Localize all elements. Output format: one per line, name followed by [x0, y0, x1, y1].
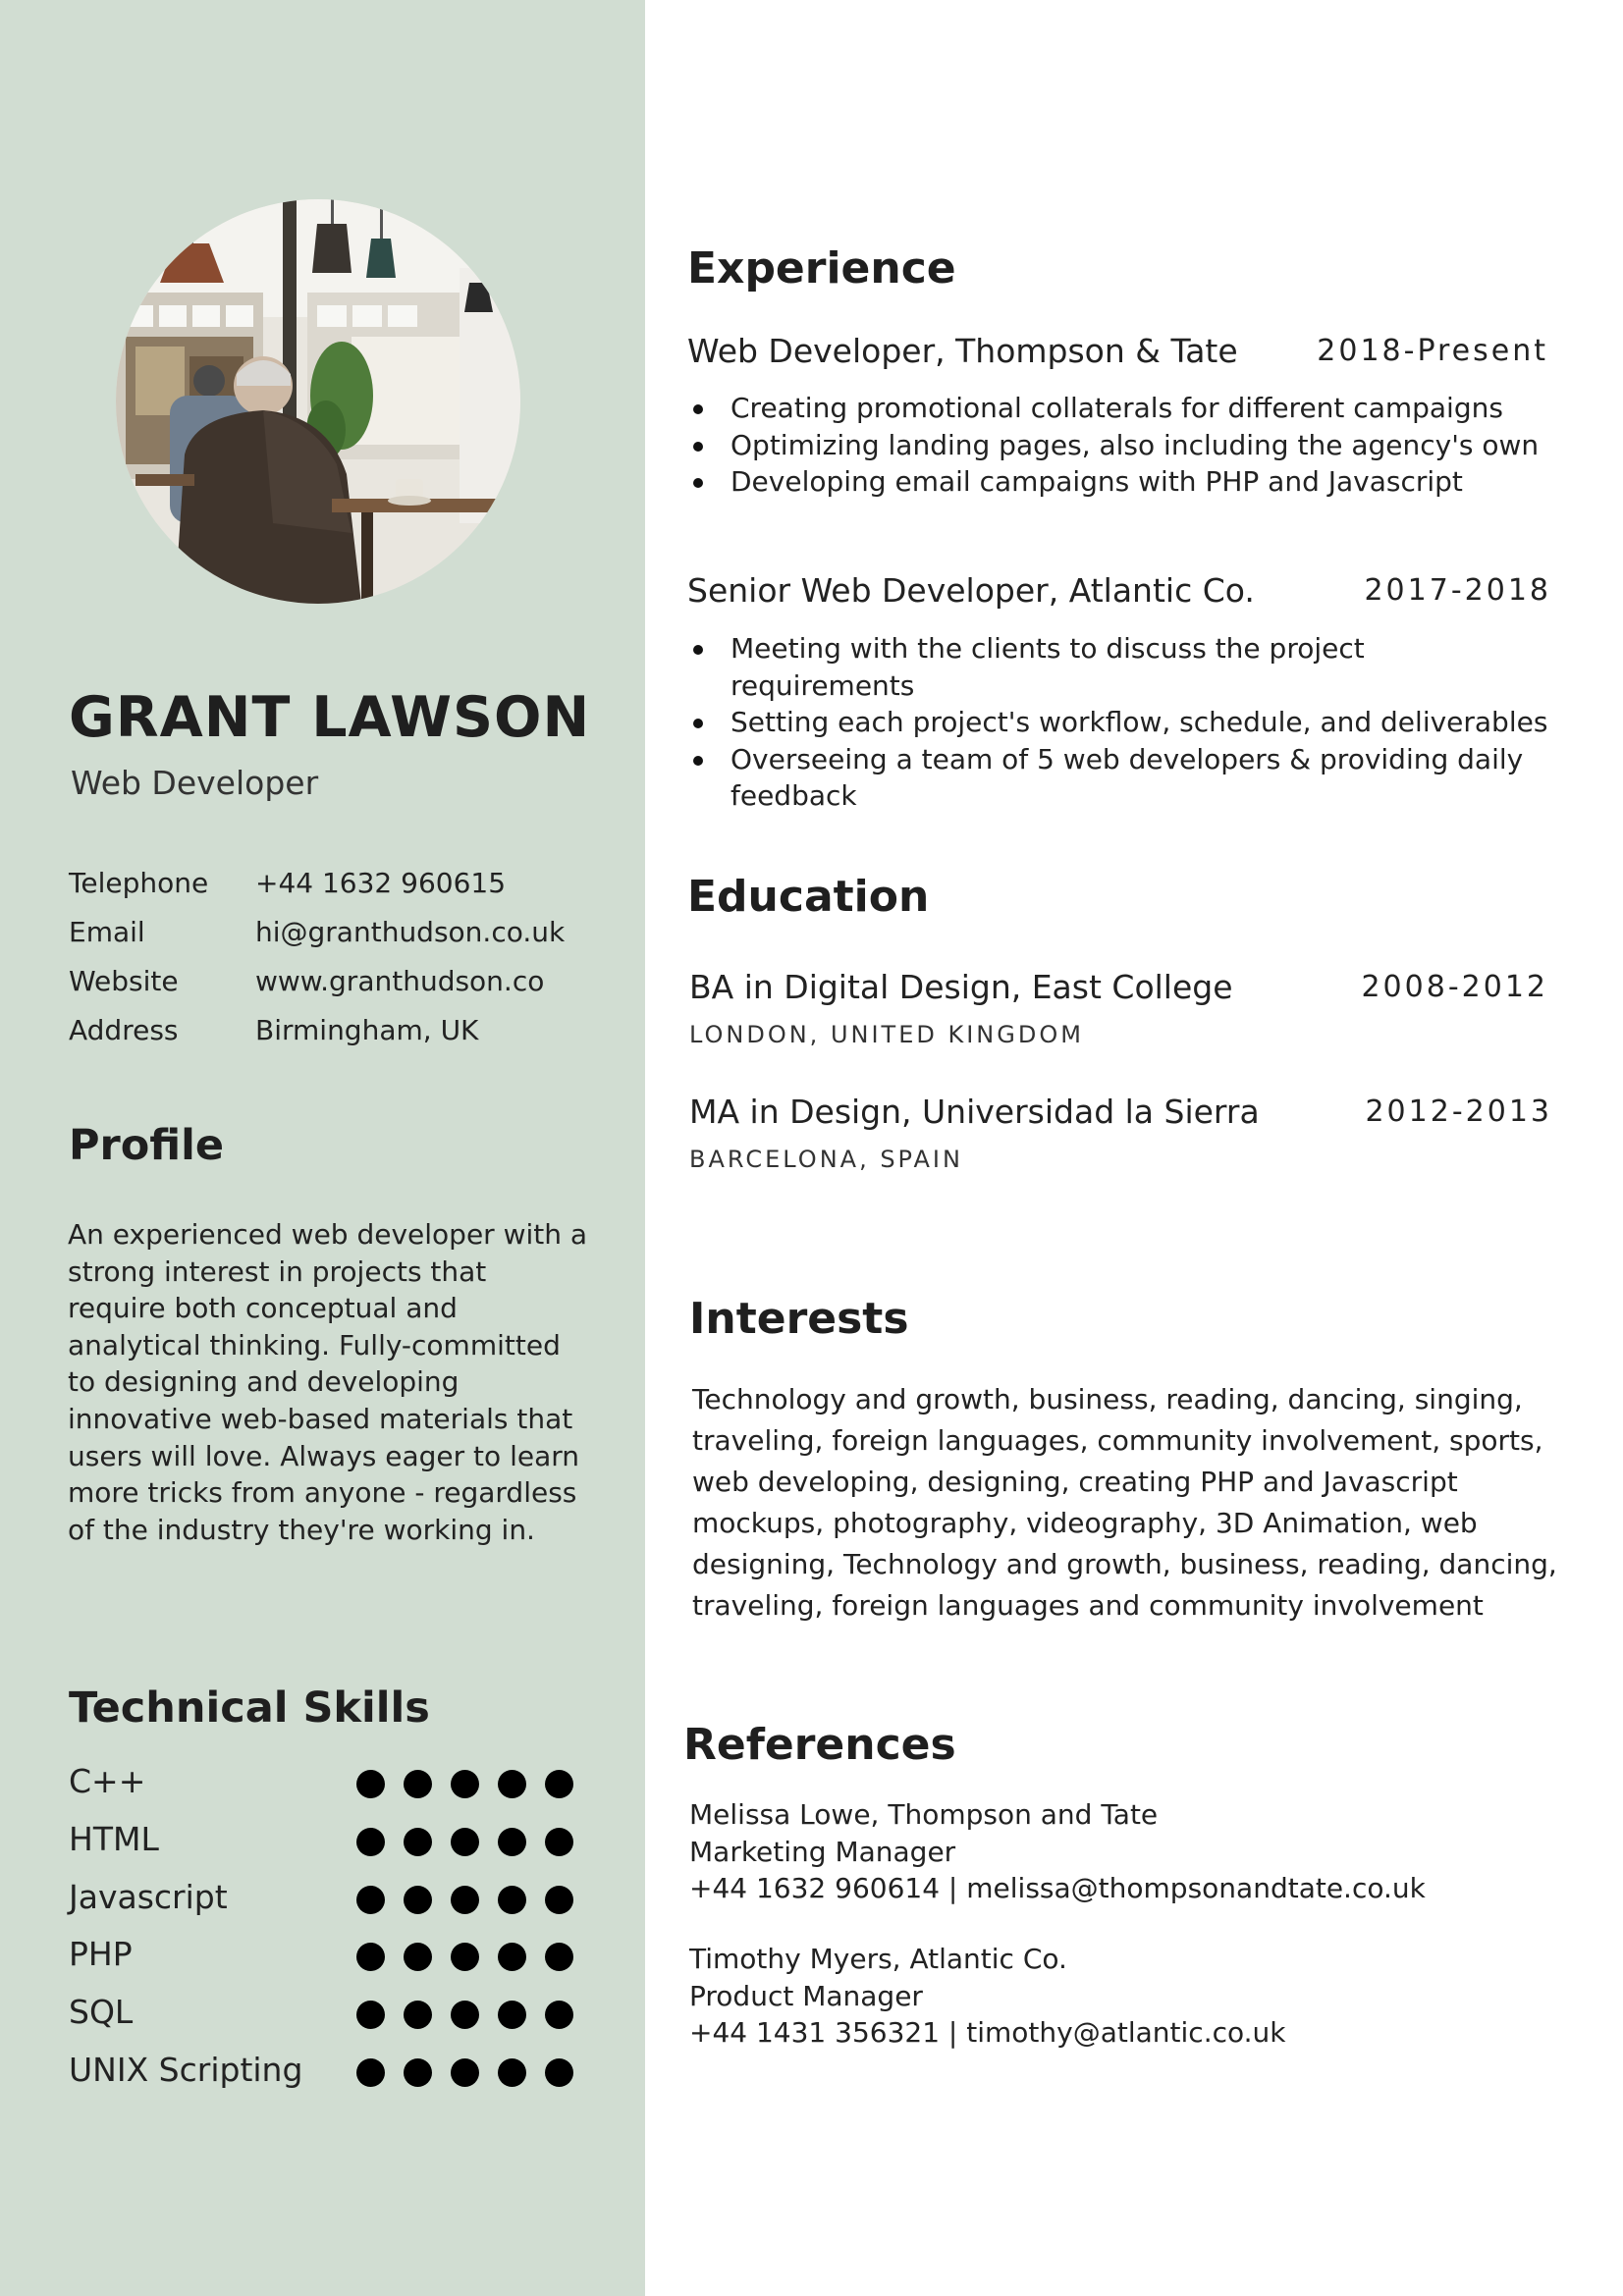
reference-name: Timothy Myers, Atlantic Co.	[689, 1943, 1067, 1975]
rating-dot-icon	[356, 1943, 385, 1971]
degree-title: MA in Design, Universidad la Sierra	[689, 1093, 1260, 1131]
contact-row-address	[69, 1005, 599, 1054]
skill-name: C++	[69, 1762, 146, 1800]
rating-dot-icon	[356, 2001, 385, 2029]
reference-contact: +44 1431 356321 | timothy@atlantic.co.uk	[689, 2016, 1286, 2050]
rating-dot-icon	[545, 2058, 573, 2087]
job-title: Senior Web Developer, Atlantic Co.	[687, 571, 1255, 610]
rating-dot-icon	[404, 2058, 432, 2087]
contact-label: Website	[69, 964, 179, 997]
contact-details	[69, 858, 599, 1054]
skill-row	[69, 1762, 589, 1820]
rating-dot-icon	[545, 1886, 573, 1914]
contact-value: www.granthudson.co	[255, 964, 545, 997]
list-item: Overseeing a team of 5 web developers & providing daily feedback	[687, 741, 1551, 815]
contact-row-telephone	[69, 858, 599, 907]
reference-name: Melissa Lowe, Thompson and Tate	[689, 1798, 1159, 1831]
sidebar	[0, 0, 645, 2296]
experience-heading: Experience	[687, 243, 956, 294]
rating-dot-icon	[498, 1828, 526, 1856]
rating-dot-icon	[545, 1943, 573, 1971]
degree-dates: 2012-2013	[1365, 1095, 1552, 1129]
contact-row-website	[69, 956, 599, 1005]
profile-heading: Profile	[69, 1121, 225, 1170]
rating-dot-icon	[498, 2001, 526, 2029]
list-item: Meeting with the clients to discuss the project requirements	[687, 630, 1551, 704]
degree-title: BA in Digital Design, East College	[689, 968, 1233, 1006]
skill-rating	[356, 1943, 573, 1971]
skill-rating	[356, 1770, 573, 1798]
skill-rating	[356, 1828, 573, 1856]
list-item: Creating promotional collaterals for different campaigns	[687, 390, 1571, 427]
skill-name: PHP	[69, 1935, 133, 1974]
rating-dot-icon	[451, 2001, 479, 2029]
rating-dot-icon	[545, 2001, 573, 2029]
rating-dot-icon	[451, 1943, 479, 1971]
skill-row	[69, 1935, 589, 1993]
list-item: Setting each project's workflow, schedule, and deliverables	[687, 704, 1551, 741]
contact-value: Birmingham, UK	[255, 1013, 479, 1046]
skill-rating	[356, 1886, 573, 1914]
list-item: Optimizing landing pages, also including the agency's own	[687, 427, 1571, 464]
rating-dot-icon	[404, 1886, 432, 1914]
contact-value: +44 1632 960615	[255, 866, 507, 899]
candidate-role: Web Developer	[71, 764, 319, 802]
rating-dot-icon	[451, 2058, 479, 2087]
contact-value: hi@granthudson.co.uk	[255, 915, 566, 948]
skill-name: HTML	[69, 1819, 159, 1858]
rating-dot-icon	[404, 1943, 432, 1971]
contact-label: Address	[69, 1013, 179, 1046]
job-dates: 2017-2018	[1364, 573, 1551, 608]
rating-dot-icon	[545, 1770, 573, 1798]
skills-list	[69, 1762, 589, 2109]
rating-dot-icon	[498, 1770, 526, 1798]
profile-photo	[116, 199, 520, 604]
skill-name: Javascript	[69, 1877, 228, 1916]
skill-row	[69, 1878, 589, 1936]
rating-dot-icon	[451, 1828, 479, 1856]
rating-dot-icon	[404, 1828, 432, 1856]
job-duties	[687, 390, 1571, 501]
degree-dates: 2008-2012	[1361, 970, 1548, 1004]
rating-dot-icon	[356, 1828, 385, 1856]
reference-title: Product Manager	[689, 1979, 923, 2012]
skill-row	[69, 1993, 589, 2051]
skill-rating	[356, 2058, 573, 2087]
degree-location: LONDON, UNITED KINGDOM	[689, 1021, 1084, 1048]
rating-dot-icon	[498, 1943, 526, 1971]
job-duties	[687, 630, 1551, 815]
skill-rating	[356, 2001, 573, 2029]
reference-entry	[689, 1941, 1593, 2052]
skill-name: UNIX Scripting	[69, 2050, 303, 2089]
rating-dot-icon	[498, 1886, 526, 1914]
interests-heading: Interests	[689, 1294, 909, 1344]
skill-name: SQL	[69, 1993, 134, 2032]
candidate-name: GRANT LAWSON	[69, 685, 591, 750]
rating-dot-icon	[404, 1770, 432, 1798]
job-dates: 2018-Present	[1317, 334, 1548, 368]
contact-label: Email	[69, 915, 145, 948]
rating-dot-icon	[404, 2001, 432, 2029]
rating-dot-icon	[545, 1828, 573, 1856]
reference-title: Marketing Manager	[689, 1835, 956, 1868]
rating-dot-icon	[356, 1770, 385, 1798]
interests-text: Technology and growth, business, reading, dancing, singing, traveling, foreign languages, community involvement, sports, web developing, designing, creating PHP and Javascript mockups, photography, videography, 3D Animation, web designing, Technology and growth, business, reading, dancing, traveling, foreign languages and community involvement	[692, 1383, 1557, 1622]
rating-dot-icon	[451, 1886, 479, 1914]
reference-contact: +44 1632 960614 | melissa@thompsonandtate.co.uk	[689, 1872, 1426, 1905]
rating-dot-icon	[451, 1770, 479, 1798]
rating-dot-icon	[356, 2058, 385, 2087]
profile-text: An experienced web developer with a strong interest in projects that require both conceptual and analytical thinking. Fully-committed to designing and developing innovative web-based materials that users will love. Always eager to learn more tricks from anyone - regardless of the industry they're working in.	[68, 1218, 588, 1546]
rating-dot-icon	[356, 1886, 385, 1914]
references-heading: References	[683, 1720, 956, 1770]
education-heading: Education	[687, 872, 930, 922]
degree-location: BARCELONA, SPAIN	[689, 1146, 963, 1173]
rating-dot-icon	[498, 2058, 526, 2087]
list-item: Developing email campaigns with PHP and Javascript	[687, 463, 1571, 501]
contact-label: Telephone	[69, 866, 209, 899]
technical-skills-heading: Technical Skills	[69, 1683, 430, 1733]
skill-row	[69, 2051, 589, 2109]
skill-row	[69, 1820, 589, 1878]
job-title: Web Developer, Thompson & Tate	[687, 332, 1238, 370]
reference-entry	[689, 1796, 1593, 1907]
contact-row-email	[69, 907, 599, 956]
